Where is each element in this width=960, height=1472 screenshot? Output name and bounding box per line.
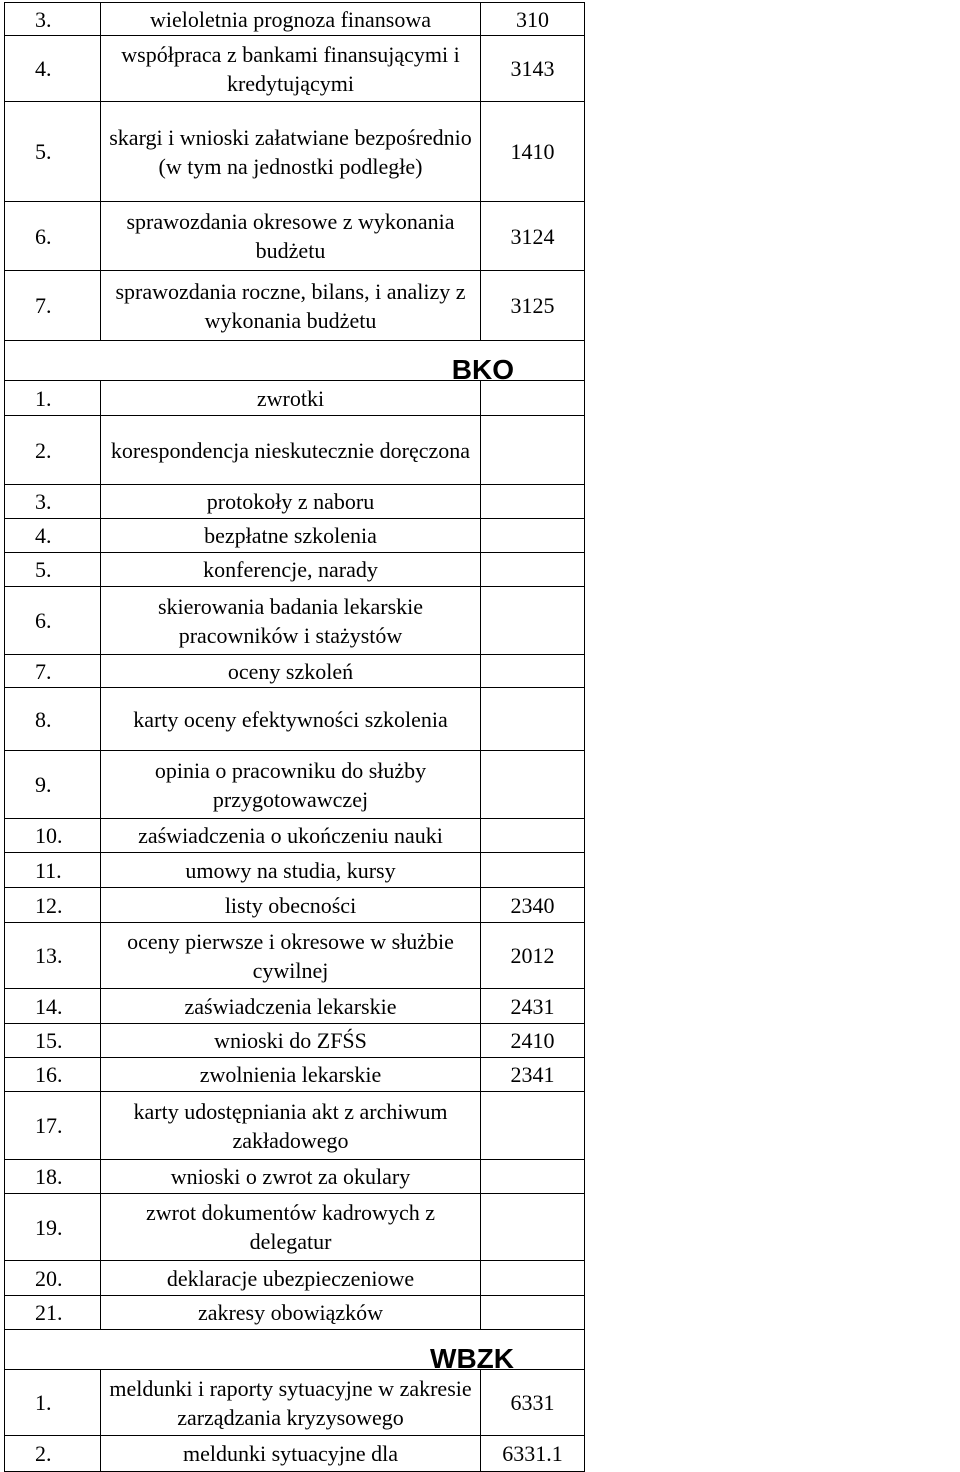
table-row — [5, 923, 960, 989]
table-row — [5, 655, 960, 688]
table-row — [5, 819, 960, 853]
records-table — [4, 2, 960, 1472]
row-name: zakresy obowiązków — [101, 1296, 481, 1330]
empty-cell — [585, 1160, 960, 1194]
row-number: 1. — [5, 1370, 101, 1436]
row-name: zwrot dokumentów kadrowych z delegatur — [101, 1194, 481, 1261]
row-name: protokoły z naboru — [101, 485, 481, 519]
empty-cell — [585, 1261, 960, 1296]
empty-cell — [585, 1092, 960, 1160]
row-code — [481, 655, 585, 688]
row-name: meldunki i raporty sytuacyjne w zakresie zarządzania kryzysowego — [101, 1370, 481, 1436]
row-number: 17. — [5, 1092, 101, 1160]
row-name: zwrotki — [101, 381, 481, 416]
table-row — [5, 688, 960, 751]
empty-cell — [585, 416, 960, 485]
empty-cell — [585, 688, 960, 751]
empty-cell — [585, 36, 960, 102]
table-row — [5, 3, 960, 36]
table-row — [5, 989, 960, 1024]
row-code — [481, 553, 585, 587]
row-code: 2341 — [481, 1058, 585, 1092]
row-name: opinia o pracowniku do służby przygotowawczej — [101, 751, 481, 819]
section-title: WBZK — [5, 1330, 585, 1370]
row-code — [481, 1194, 585, 1261]
row-number: 7. — [5, 271, 101, 341]
row-number: 6. — [5, 587, 101, 655]
row-code: 6331.1 — [481, 1436, 585, 1472]
empty-cell — [585, 102, 960, 202]
empty-cell — [585, 1296, 960, 1330]
empty-cell — [585, 3, 960, 36]
empty-cell — [585, 1058, 960, 1092]
row-name: bezpłatne szkolenia — [101, 519, 481, 553]
row-name: korespondencja nieskutecznie doręczona — [101, 416, 481, 485]
table-row — [5, 102, 960, 202]
row-name: meldunki sytuacyjne dla — [101, 1436, 481, 1472]
row-number: 8. — [5, 688, 101, 751]
row-code — [481, 381, 585, 416]
table-row — [5, 751, 960, 819]
row-number: 1. — [5, 381, 101, 416]
empty-cell — [585, 1330, 960, 1370]
row-name: umowy na studia, kursy — [101, 853, 481, 888]
table-row — [5, 202, 960, 271]
row-name: konferencje, narady — [101, 553, 481, 587]
row-code: 3125 — [481, 271, 585, 341]
table-row — [5, 485, 960, 519]
row-number: 4. — [5, 519, 101, 553]
row-name: zaświadczenia lekarskie — [101, 989, 481, 1024]
row-name: zwolnienia lekarskie — [101, 1058, 481, 1092]
empty-cell — [585, 923, 960, 989]
table-row — [5, 1024, 960, 1058]
row-name: oceny szkoleń — [101, 655, 481, 688]
row-number: 6. — [5, 202, 101, 271]
row-name: skierowania badania lekarskie pracowników i stażystów — [101, 587, 481, 655]
row-number: 7. — [5, 655, 101, 688]
row-code: 310 — [481, 3, 585, 36]
row-number: 10. — [5, 819, 101, 853]
row-number: 5. — [5, 102, 101, 202]
empty-cell — [585, 888, 960, 923]
table-row — [5, 888, 960, 923]
row-number: 19. — [5, 1194, 101, 1261]
row-number: 14. — [5, 989, 101, 1024]
row-code: 2340 — [481, 888, 585, 923]
empty-cell — [585, 341, 960, 381]
table-row — [5, 1436, 960, 1472]
empty-cell — [585, 519, 960, 553]
row-name: deklaracje ubezpieczeniowe — [101, 1261, 481, 1296]
row-code — [481, 1296, 585, 1330]
empty-cell — [585, 819, 960, 853]
empty-cell — [585, 989, 960, 1024]
row-number: 12. — [5, 888, 101, 923]
row-code — [481, 1261, 585, 1296]
table-row — [5, 1194, 960, 1261]
row-name: sprawozdania roczne, bilans, i analizy z wykonania budżetu — [101, 271, 481, 341]
empty-cell — [585, 553, 960, 587]
row-name: wieloletnia prognoza finansowa — [101, 3, 481, 36]
empty-cell — [585, 655, 960, 688]
row-code — [481, 587, 585, 655]
empty-cell — [585, 485, 960, 519]
empty-cell — [585, 853, 960, 888]
table-row — [5, 1370, 960, 1436]
row-code: 6331 — [481, 1370, 585, 1436]
row-name: oceny pierwsze i okresowe w służbie cywilnej — [101, 923, 481, 989]
row-number: 13. — [5, 923, 101, 989]
table-row — [5, 271, 960, 341]
row-name: skargi i wnioski załatwiane bezpośrednio (w tym na jednostki podległe) — [101, 102, 481, 202]
empty-cell — [585, 1370, 960, 1436]
row-code — [481, 416, 585, 485]
row-code — [481, 1160, 585, 1194]
row-name: zaświadczenia o ukończeniu nauki — [101, 819, 481, 853]
row-number: 11. — [5, 853, 101, 888]
table-row — [5, 853, 960, 888]
table-row — [5, 1092, 960, 1160]
row-number: 3. — [5, 3, 101, 36]
row-number: 18. — [5, 1160, 101, 1194]
table-row — [5, 1160, 960, 1194]
table-row — [5, 1296, 960, 1330]
row-number: 21. — [5, 1296, 101, 1330]
table-row — [5, 416, 960, 485]
empty-cell — [585, 381, 960, 416]
row-name: sprawozdania okresowe z wykonania budżetu — [101, 202, 481, 271]
table-row — [5, 381, 960, 416]
empty-cell — [585, 1194, 960, 1261]
row-code: 3124 — [481, 202, 585, 271]
row-code: 1410 — [481, 102, 585, 202]
empty-cell — [585, 587, 960, 655]
row-number: 20. — [5, 1261, 101, 1296]
section-header-wbzk — [5, 1330, 960, 1370]
table-row — [5, 587, 960, 655]
table-row — [5, 519, 960, 553]
row-number: 2. — [5, 416, 101, 485]
row-number: 16. — [5, 1058, 101, 1092]
row-code — [481, 1092, 585, 1160]
row-code: 3143 — [481, 36, 585, 102]
empty-cell — [585, 751, 960, 819]
row-code — [481, 853, 585, 888]
empty-cell — [585, 1024, 960, 1058]
row-number: 5. — [5, 553, 101, 587]
row-code — [481, 688, 585, 751]
row-code: 2012 — [481, 923, 585, 989]
row-number: 15. — [5, 1024, 101, 1058]
row-name: współpraca z bankami finansującymi i kredytującymi — [101, 36, 481, 102]
row-name: karty udostępniania akt z archiwum zakładowego — [101, 1092, 481, 1160]
row-code — [481, 519, 585, 553]
row-name: listy obecności — [101, 888, 481, 923]
row-name: wnioski o zwrot za okulary — [101, 1160, 481, 1194]
table-row — [5, 36, 960, 102]
row-number: 4. — [5, 36, 101, 102]
row-code: 2431 — [481, 989, 585, 1024]
section-header-bko — [5, 341, 960, 381]
table-row — [5, 1261, 960, 1296]
row-name: wnioski do ZFŚS — [101, 1024, 481, 1058]
row-number: 9. — [5, 751, 101, 819]
row-code — [481, 751, 585, 819]
section-title: BKO — [5, 341, 585, 381]
empty-cell — [585, 202, 960, 271]
row-code — [481, 485, 585, 519]
row-number: 2. — [5, 1436, 101, 1472]
table-row — [5, 553, 960, 587]
empty-cell — [585, 271, 960, 341]
table-row — [5, 1058, 960, 1092]
empty-cell — [585, 1436, 960, 1472]
row-code: 2410 — [481, 1024, 585, 1058]
records-table-body — [5, 3, 960, 1472]
row-number: 3. — [5, 485, 101, 519]
row-code — [481, 819, 585, 853]
row-name: karty oceny efektywności szkolenia — [101, 688, 481, 751]
